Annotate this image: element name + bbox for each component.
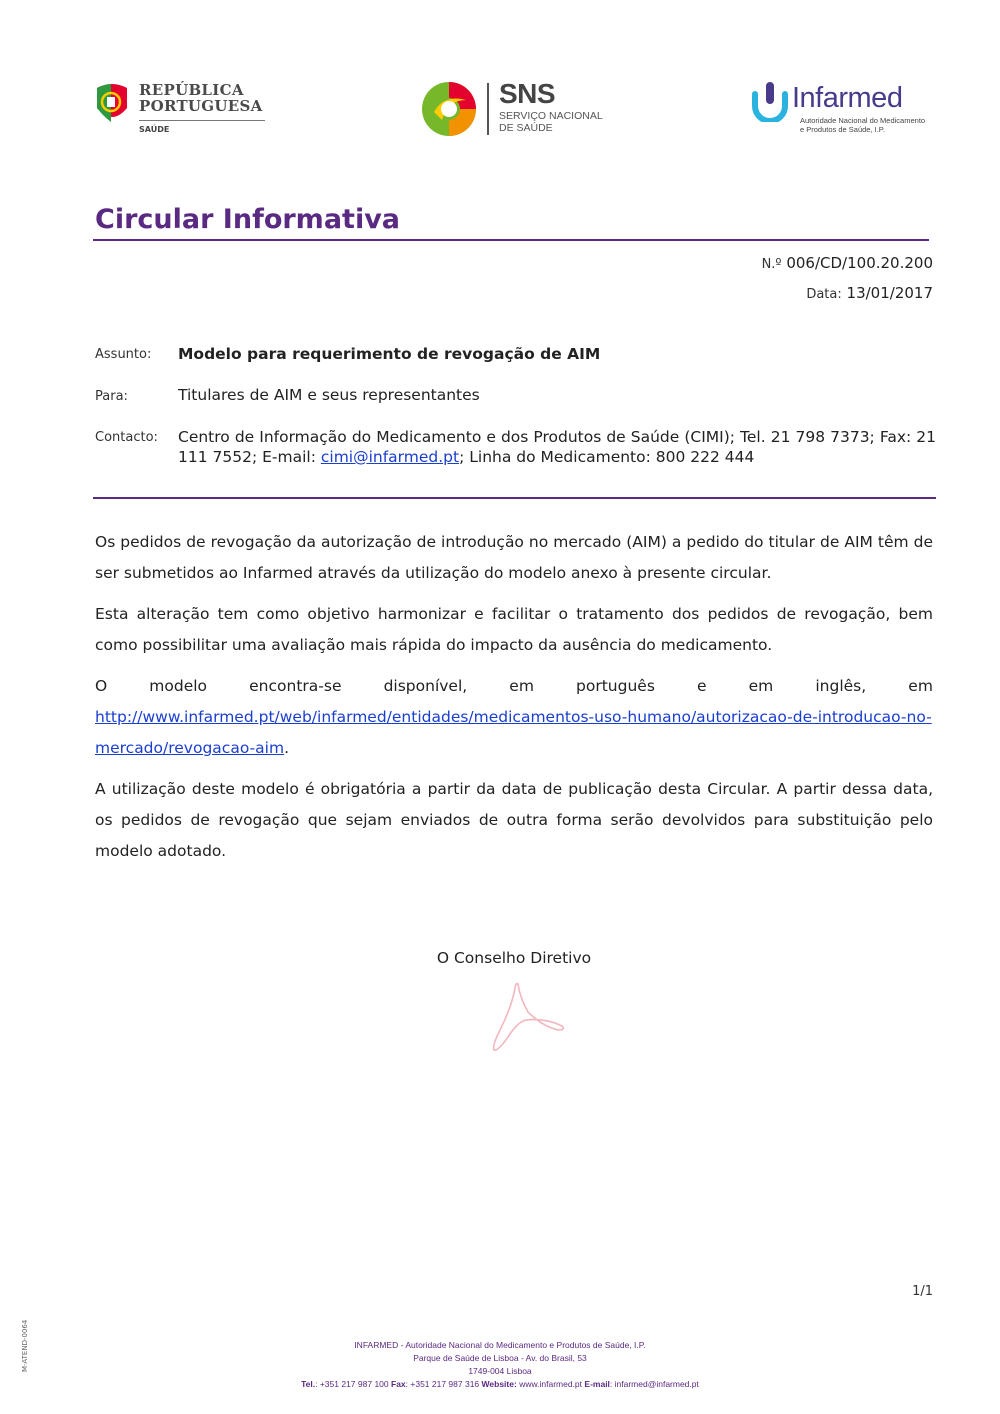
footer-contacts (0, 1378, 1000, 1391)
contacto-text-after: ; Linha do Medicamento: 800 222 444 (459, 448, 755, 466)
word: inglês, (815, 677, 867, 695)
infarmed-line2: e Produtos de Saúde, I.P. (800, 125, 885, 134)
word: O (95, 677, 108, 695)
website-value[interactable]: www.infarmed.pt (519, 1379, 583, 1389)
infarmed-name: Infarmed (792, 82, 903, 114)
word: disponível, (383, 677, 468, 695)
para-label: Para: (95, 389, 128, 404)
sns-emblem-icon (420, 80, 478, 138)
circular-number (762, 254, 933, 272)
republica-portuguesa-logo (95, 80, 275, 140)
contact-email-link[interactable]: cimi@infarmed.pt (320, 448, 460, 466)
assunto-label: Assunto: (95, 347, 152, 362)
paragraph-2: Esta alteração tem como objetivo harmonizar e facilitar o tratamento dos pedidos de revogação, bem como possibilitar uma avaliação mais rápida do impacto da ausência do medicamento. (95, 605, 933, 654)
document-title: Circular Informativa (95, 204, 401, 235)
revogacao-aim-link[interactable]: http://www.infarmed.pt/web/infarmed/entidades/medicamentos-uso-humano/autorizacao-de-introducao-no-mercado/revogacao-aim (95, 708, 932, 757)
word: português (576, 677, 655, 695)
republica-sub: SAÚDE (139, 125, 170, 134)
website-label: Website: (481, 1379, 517, 1389)
paragraph-3 (95, 671, 933, 764)
infarmed-emblem-icon (750, 80, 790, 122)
sns-line2: DE SAÚDE (499, 122, 553, 134)
number-value: 006/CD/100.20.200 (786, 254, 933, 272)
fax-label: Fax (391, 1379, 406, 1389)
word: em (908, 677, 933, 695)
signature: O Conselho Diretivo (436, 949, 592, 967)
fields-divider (93, 497, 936, 499)
paragraph-1: Os pedidos de revogação da autorização de introdução no mercado (AIM) a pedido do titular de AIM têm de ser submetidos ao Infarmed através da utilização do modelo anexo à presente circular. (95, 533, 933, 582)
number-label: N.º (761, 257, 782, 272)
sns-logo (420, 80, 610, 140)
contacto-label: Contacto: (95, 430, 158, 445)
sns-title: SNS (499, 78, 556, 109)
tel-value: : +351 217 987 100 (315, 1379, 389, 1389)
word: e (697, 677, 707, 695)
sns-line1: SERVIÇO NACIONAL (499, 110, 603, 122)
assunto-value: Modelo para requerimento de revogação de AIM (178, 345, 601, 363)
republica-line2: PORTUGUESA (139, 97, 263, 115)
form-code: M-ATEND-0064 (21, 1319, 29, 1372)
footer-line2: Parque de Saúde de Lisboa - Av. do Brasil, 53 (413, 1353, 587, 1363)
infarmed-line1: Autoridade Nacional do Medicamento (800, 116, 926, 125)
republica-line1: REPÚBLICA (139, 81, 244, 99)
date-label: Data: (806, 287, 842, 302)
infarmed-logo (750, 78, 940, 140)
paragraph-3-line1 (95, 671, 933, 702)
footer-line1: INFARMED - Autoridade Nacional do Medicamento e Produtos de Saúde, I.P. (354, 1340, 646, 1350)
tel-label: Tel. (301, 1379, 316, 1389)
word: em (509, 677, 534, 695)
portugal-emblem-icon (95, 82, 129, 124)
divider (487, 83, 489, 135)
page-number: 1/1 (912, 1284, 933, 1299)
word: modelo (149, 677, 208, 695)
word: em (748, 677, 774, 695)
email-value[interactable]: : infarmed@infarmed.pt (609, 1379, 699, 1389)
email-label: E-mail (584, 1379, 610, 1389)
title-divider (93, 239, 929, 241)
contacto-value (178, 427, 936, 467)
circular-date (806, 284, 933, 302)
para-value: Titulares de AIM e seus representantes (178, 386, 480, 404)
contacto-text-before: Centro de Informação do Medicamento e dos Produtos de Saúde (CIMI); Tel. 21 798 7373; Fax: 21 111 7552; E-mail: (178, 428, 936, 466)
body-text (95, 527, 933, 877)
date-value: 13/01/2017 (846, 284, 933, 302)
fax-value: : +351 217 987 316 (405, 1379, 480, 1389)
paragraph-4: A utilização deste modelo é obrigatória a partir da data de publicação desta Circular. A partir dessa data, os pedidos de revogação que sejam enviados de outra forma serão devolvidos para substituição pelo modelo adotado. (95, 780, 933, 860)
footer (0, 1339, 1000, 1391)
paragraph-3-end: . (284, 739, 290, 757)
footer-line3: 1749-004 Lisboa (468, 1366, 532, 1376)
word: encontra-se (249, 677, 342, 695)
signature-mark-icon (486, 980, 568, 1058)
divider (139, 120, 265, 121)
